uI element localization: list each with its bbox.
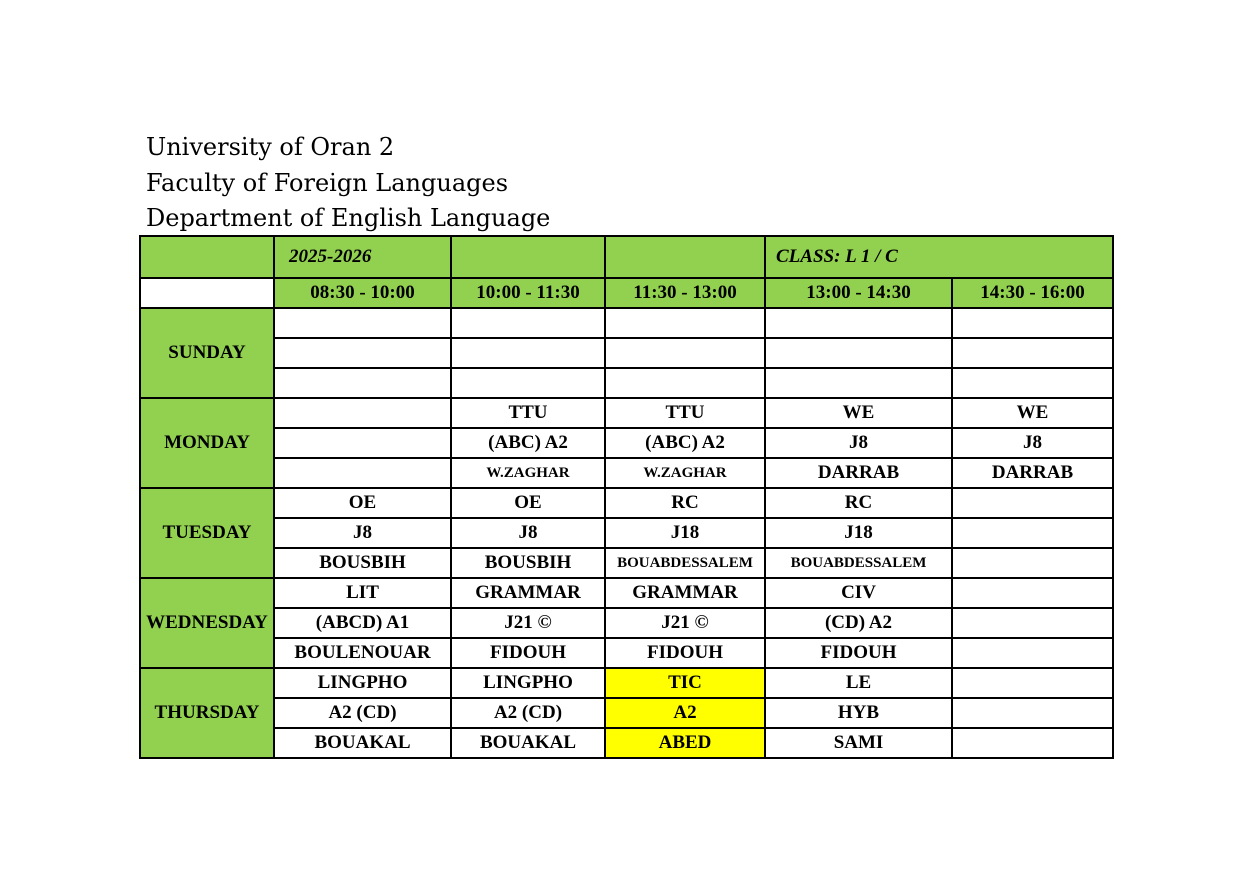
time-slot: 14:30 - 16:00: [952, 278, 1113, 308]
schedule-cell: (ABCD) A1: [274, 608, 451, 638]
schedule-cell: (ABC) A2: [451, 428, 605, 458]
schedule-cell: WE: [952, 398, 1113, 428]
schedule-cell: [274, 428, 451, 458]
schedule-cell: SAMI: [765, 728, 952, 758]
schedule-cell: [451, 308, 605, 338]
time-slot: 10:00 - 11:30: [451, 278, 605, 308]
schedule-cell: W.ZAGHAR: [605, 458, 765, 488]
schedule-cell: [605, 308, 765, 338]
corner-cell: [140, 236, 274, 278]
faculty-name: Faculty of Foreign Languages: [146, 168, 509, 197]
schedule-cell: A2 (CD): [274, 698, 451, 728]
schedule-cell: LINGPHO: [274, 668, 451, 698]
schedule-cell: TTU: [605, 398, 765, 428]
time-slot: 08:30 - 10:00: [274, 278, 451, 308]
schedule-cell: BOUSBIH: [451, 548, 605, 578]
day-label-wednesday: WEDNESDAY: [140, 578, 274, 668]
schedule-cell: J21 ©: [605, 608, 765, 638]
schedule-cell: [952, 668, 1113, 698]
day-label-tuesday: TUESDAY: [140, 488, 274, 578]
timetable: [139, 235, 1114, 759]
schedule-cell: [952, 578, 1113, 608]
schedule-cell: [952, 338, 1113, 368]
schedule-cell: A2 (CD): [451, 698, 605, 728]
schedule-cell: [952, 608, 1113, 638]
schedule-cell: (ABC) A2: [605, 428, 765, 458]
header-blank-cell: [605, 236, 765, 278]
schedule-cell: [274, 338, 451, 368]
document-header: [146, 130, 550, 237]
time-corner-cell: [140, 278, 274, 308]
schedule-cell: J18: [765, 518, 952, 548]
schedule-cell: (CD) A2: [765, 608, 952, 638]
schedule-cell: LIT: [274, 578, 451, 608]
header-blank-cell: [451, 236, 605, 278]
schedule-cell: W.ZAGHAR: [451, 458, 605, 488]
schedule-cell: [765, 368, 952, 398]
class-label: CLASS: L 1 / C: [765, 236, 1113, 278]
schedule-cell: LINGPHO: [451, 668, 605, 698]
schedule-cell: [952, 548, 1113, 578]
schedule-cell: FIDOUH: [605, 638, 765, 668]
schedule-cell: BOUAKAL: [274, 728, 451, 758]
schedule-cell: BOUABDESSALEM: [765, 548, 952, 578]
schedule-cell: [952, 698, 1113, 728]
schedule-cell: FIDOUH: [451, 638, 605, 668]
schedule-cell: OE: [274, 488, 451, 518]
time-slot: 11:30 - 13:00: [605, 278, 765, 308]
department-name: Department of English Language: [146, 204, 551, 232]
schedule-cell-highlighted: A2: [605, 698, 765, 728]
day-label-monday: MONDAY: [140, 398, 274, 488]
schedule-cell: J8: [274, 518, 451, 548]
schedule-cell: TTU: [451, 398, 605, 428]
schedule-cell: RC: [605, 488, 765, 518]
schedule-cell: [952, 308, 1113, 338]
schedule-cell-highlighted: ABED: [605, 728, 765, 758]
schedule-cell: FIDOUH: [765, 638, 952, 668]
day-label-sunday: SUNDAY: [140, 308, 274, 398]
schedule-cell: GRAMMAR: [451, 578, 605, 608]
schedule-cell: [274, 368, 451, 398]
schedule-cell: WE: [765, 398, 952, 428]
schedule-cell: [952, 638, 1113, 668]
schedule-cell: [952, 728, 1113, 758]
schedule-cell: BOUABDESSALEM: [605, 548, 765, 578]
schedule-cell: LE: [765, 668, 952, 698]
schedule-cell: J21 ©: [451, 608, 605, 638]
schedule-cell: J8: [765, 428, 952, 458]
schedule-cell-highlighted: TIC: [605, 668, 765, 698]
schedule-cell: GRAMMAR: [605, 578, 765, 608]
schedule-cell: [765, 338, 952, 368]
schedule-cell: [952, 518, 1113, 548]
schedule-cell: [605, 368, 765, 398]
schedule-cell: HYB: [765, 698, 952, 728]
schedule-cell: [451, 338, 605, 368]
schedule-cell: J18: [605, 518, 765, 548]
schedule-cell: OE: [451, 488, 605, 518]
schedule-cell: [274, 398, 451, 428]
schedule-cell: [952, 488, 1113, 518]
schedule-cell: BOUAKAL: [451, 728, 605, 758]
schedule-cell: [274, 308, 451, 338]
schedule-cell: [605, 338, 765, 368]
schedule-cell: BOULENOUAR: [274, 638, 451, 668]
schedule-cell: [952, 368, 1113, 398]
schedule-cell: CIV: [765, 578, 952, 608]
time-slot: 13:00 - 14:30: [765, 278, 952, 308]
academic-year: 2025-2026: [274, 236, 451, 278]
schedule-cell: RC: [765, 488, 952, 518]
schedule-cell: DARRAB: [952, 458, 1113, 488]
schedule-cell: J8: [952, 428, 1113, 458]
day-label-thursday: THURSDAY: [140, 668, 274, 758]
schedule-cell: DARRAB: [765, 458, 952, 488]
university-name: University of Oran 2: [146, 133, 395, 161]
schedule-cell: [451, 368, 605, 398]
schedule-cell: J8: [451, 518, 605, 548]
schedule-cell: [274, 458, 451, 488]
schedule-cell: [765, 308, 952, 338]
schedule-cell: BOUSBIH: [274, 548, 451, 578]
